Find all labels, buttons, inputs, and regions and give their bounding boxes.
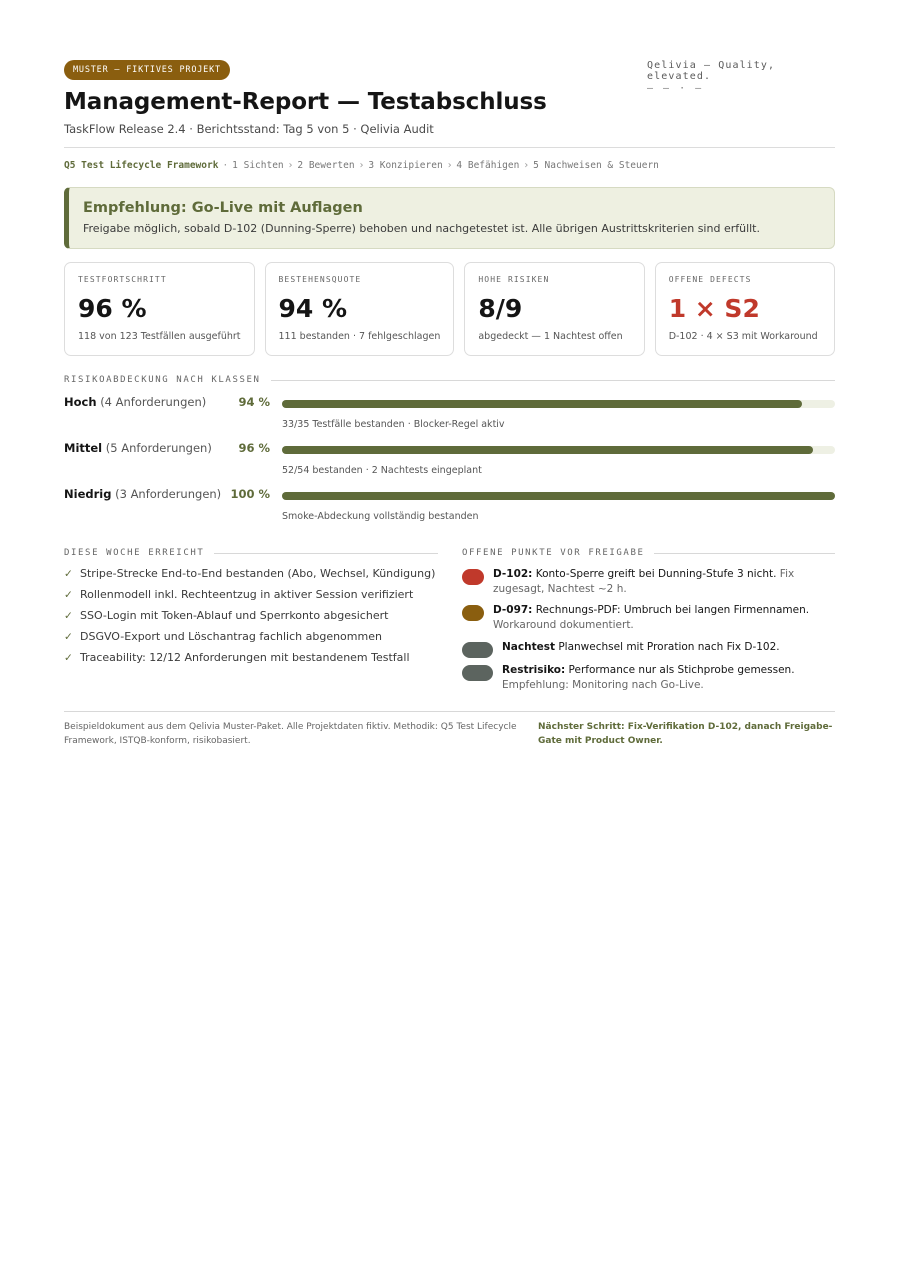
risk-section-heading: [64, 375, 835, 385]
open-point-detail: Empfehlung: Monitoring nach Go-Live.: [502, 679, 704, 691]
footer-next-step: Nächster Schritt: Fix-Verifikation D-102, danach Freigabe-Gate mit Product Owner.: [538, 722, 833, 746]
breadcrumb: [64, 160, 659, 171]
risk-coverage-bar-fill: [282, 446, 813, 454]
risk-class-name: Mittel: [64, 441, 103, 455]
status-pill-icon: [462, 665, 493, 681]
open-point-tag: D-102:: [493, 568, 533, 580]
open-point-text: [493, 603, 835, 633]
check-icon: ✓: [64, 610, 73, 622]
check-icon: ✓: [64, 652, 73, 664]
kpi-note: D-102 · 4 × S3 mit Workaround: [668, 331, 818, 342]
breadcrumb-step: 5 Nachweisen & Steuern: [533, 160, 659, 171]
open-point-text: [502, 640, 835, 655]
report-page: [64, 0, 835, 746]
achieved-item: [64, 608, 438, 629]
risk-coverage-percent: 100 %: [230, 487, 270, 501]
kpi-card-high-risks: [464, 262, 644, 356]
page-title: Management-Report — Testabschluss: [64, 89, 547, 115]
open-point-description: Performance nur als Stichprobe gemessen.: [565, 664, 795, 676]
breadcrumb-separator: ›: [287, 160, 294, 171]
kpi-value: 1 × S2: [668, 294, 760, 323]
brand-tagline: [647, 60, 835, 94]
risk-class-label: [64, 441, 212, 455]
footer-disclaimer: Beispieldokument aus dem Qelivia Muster-Paket. Alle Projektdaten fiktiv. Methodik: Q5 Test Lifecycle Framework, ISTQB-konform, risikobasiert.: [64, 722, 517, 746]
breadcrumb-step: 4 Befähigen: [456, 160, 520, 171]
kpi-card-test-progress: [64, 262, 255, 356]
achieved-list: [64, 566, 438, 671]
divider: [271, 380, 835, 381]
kpi-note: abgedeckt — 1 Nachtest offen: [478, 331, 623, 342]
kpi-value: 94 %: [278, 294, 348, 323]
risk-note: Smoke-Abdeckung vollständig bestanden: [282, 511, 479, 522]
kpi-label: OFFENE DEFECTS: [668, 275, 752, 284]
open-points-section-heading: [462, 548, 835, 558]
risk-coverage-bar: [282, 492, 835, 500]
risk-class-label: [64, 395, 206, 409]
open-point-tag: Restrisiko:: [502, 664, 566, 676]
breadcrumb-step: 2 Bewerten: [297, 160, 355, 171]
risk-class-name: Niedrig: [64, 487, 112, 501]
breadcrumb-step: 1 Sichten: [232, 160, 284, 171]
achieved-item: [64, 650, 438, 671]
risk-class-label: [64, 487, 221, 501]
risk-coverage-bar-fill: [282, 400, 802, 408]
kpi-value: 8/9: [478, 294, 523, 323]
risk-note: 33/35 Testfälle bestanden · Blocker-Regel aktiv: [282, 419, 505, 430]
brand-tagline-text: Qelivia — Quality, elevated.: [647, 60, 776, 82]
severity-pill-icon: [462, 569, 484, 585]
section-heading-text: OFFENE PUNKTE VOR FREIGABE: [462, 548, 645, 558]
section-heading-text: RISIKOABDECKUNG NACH KLASSEN: [64, 375, 261, 385]
open-point-detail: Workaround dokumentiert.: [493, 619, 634, 631]
report-header: [64, 0, 835, 148]
severity-pill-icon: [462, 605, 484, 621]
risk-coverage-bar-fill: [282, 492, 835, 500]
breadcrumb-step: 3 Konzipieren: [368, 160, 443, 171]
risk-class-name: Hoch: [64, 395, 97, 409]
recommendation-callout: [64, 187, 835, 249]
kpi-label: BESTEHENSQUOTE: [278, 275, 362, 284]
page-subtitle: TaskFlow Release 2.4 · Berichtsstand: Tag 5 von 5 · Qelivia Audit: [64, 122, 434, 136]
status-pill-icon: [462, 642, 493, 658]
check-icon: ✓: [64, 589, 73, 601]
kpi-cards: [64, 262, 835, 356]
check-icon: ✓: [64, 568, 73, 580]
open-point-description: Konto-Sperre greift bei Dunning-Stufe 3 nicht.: [532, 568, 777, 580]
open-point-tag: D-097:: [493, 604, 533, 616]
kpi-value: 96 %: [78, 294, 147, 323]
breadcrumb-separator: ·: [222, 160, 229, 171]
sample-project-badge: MUSTER – FIKTIVES PROJEKT: [64, 60, 230, 80]
kpi-card-open-defects: [655, 262, 835, 356]
breadcrumb-separator: ›: [446, 160, 453, 171]
open-point-detail: Fix zugesagt, Nachtest ~2 h.: [493, 568, 795, 595]
achieved-item-text: SSO-Login mit Token-Ablauf und Sperrkonto abgesichert: [80, 609, 389, 622]
kpi-label: HOHE RISIKEN: [478, 275, 550, 284]
breadcrumb-framework: Q5 Test Lifecycle Framework: [64, 160, 219, 171]
recommendation-text: Freigabe möglich, sobald D-102 (Dunning-Sperre) behoben und nachgetestet ist. Alle übrigen Austrittskriterien sind erfüllt.: [83, 222, 760, 235]
open-point-text: [502, 663, 802, 693]
risk-class-count: (3 Anforderungen): [115, 487, 222, 501]
check-icon: ✓: [64, 631, 73, 643]
open-point-tag: Nachtest: [502, 641, 555, 653]
section-heading-text: DIESE WOCHE ERREICHT: [64, 548, 205, 558]
achieved-item-text: Rollenmodell inkl. Rechteentzug in aktiver Session verifiziert: [80, 588, 414, 601]
recommendation-title: Empfehlung: Go-Live mit Auflagen: [83, 200, 363, 216]
brand-mark-icon: — — · —: [647, 83, 704, 94]
risk-coverage-percent: 96 %: [238, 441, 270, 455]
risk-coverage-bar: [282, 446, 835, 454]
kpi-card-pass-rate: [265, 262, 455, 356]
kpi-note: 111 bestanden · 7 fehlgeschlagen: [278, 331, 441, 342]
achieved-item: [64, 587, 438, 608]
achieved-item-text: DSGVO-Export und Löschantrag fachlich abgenommen: [80, 630, 382, 643]
risk-coverage-bar: [282, 400, 835, 408]
divider: [654, 553, 835, 554]
risk-class-count: (4 Anforderungen): [100, 395, 207, 409]
breadcrumb-separator: ›: [523, 160, 530, 171]
achieved-item-text: Stripe-Strecke End-to-End bestanden (Abo, Wechsel, Kündigung): [80, 567, 436, 580]
risk-coverage-percent: 94 %: [238, 395, 270, 409]
achieved-item-text: Traceability: 12/12 Anforderungen mit bestandenem Testfall: [80, 651, 410, 664]
achieved-item: [64, 566, 438, 587]
kpi-label: TESTFORTSCHRITT: [78, 275, 167, 284]
divider: [214, 553, 438, 554]
open-point-text: [493, 567, 835, 597]
open-point-description: Rechnungs-PDF: Umbruch bei langen Firmennamen.: [532, 604, 810, 616]
risk-note: 52/54 bestanden · 2 Nachtests eingeplant: [282, 465, 482, 476]
achieved-item: [64, 629, 438, 650]
breadcrumb-separator: ›: [358, 160, 365, 171]
report-footer: [64, 711, 835, 746]
open-point-description: Planwechsel mit Proration nach Fix D-102.: [554, 641, 780, 653]
risk-class-count: (5 Anforderungen): [105, 441, 212, 455]
achieved-section-heading: [64, 548, 438, 558]
kpi-note: 118 von 123 Testfällen ausgeführt: [78, 331, 241, 342]
